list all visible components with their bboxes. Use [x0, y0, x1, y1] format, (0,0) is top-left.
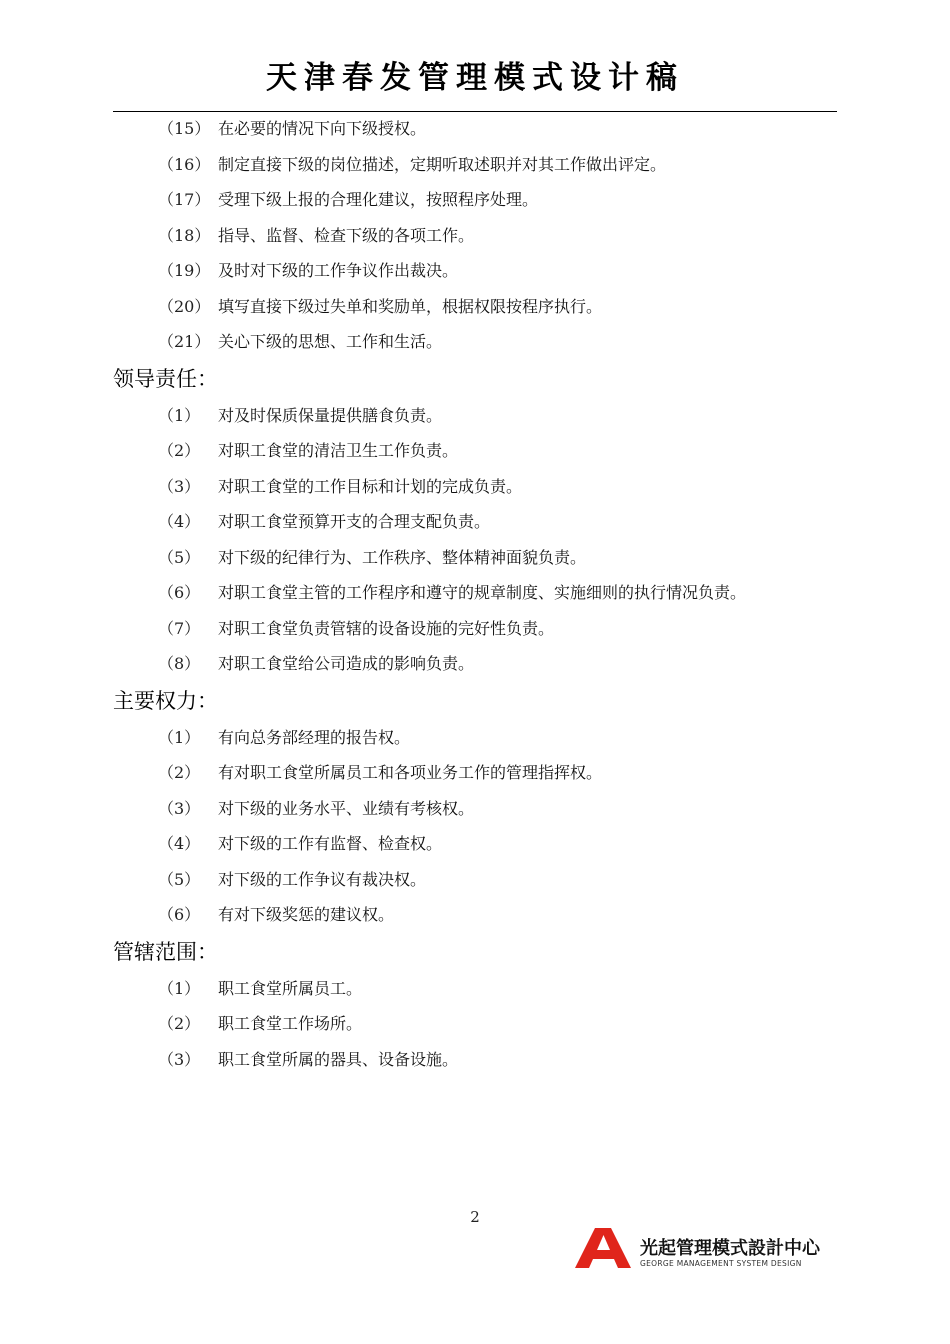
list-item: [113, 1042, 853, 1078]
item-number: （2）: [158, 1014, 201, 1033]
list-item: [113, 253, 853, 289]
list-item: [113, 862, 853, 898]
list-item: [113, 1006, 853, 1042]
page-title: 天津春发管理模式设计稿: [266, 60, 684, 96]
item-text: 对下级的工作有监督、检查权。: [218, 834, 443, 853]
item-number: （16）: [158, 154, 211, 174]
list-item: [113, 540, 853, 576]
list-item: [113, 575, 853, 611]
section-heading: 管辖范围：: [113, 939, 218, 964]
item-text: 对下级的工作争议有裁决权。: [218, 869, 427, 889]
item-text: 有对职工食堂所属员工和各项业务工作的管理指挥权。: [218, 763, 603, 782]
logo-subtitle: GEORGE MANAGEMENT SYSTEM DESIGN: [640, 1259, 802, 1268]
item-number: （1）: [158, 727, 201, 747]
list-item: [113, 111, 853, 147]
item-number: （18）: [158, 225, 211, 245]
list-item: [113, 971, 853, 1007]
list-item: [113, 433, 853, 469]
list-item: [113, 147, 853, 183]
company-logo: [573, 1226, 843, 1276]
item-text: 职工食堂所属的器具、设备设施。: [218, 1049, 459, 1069]
item-text: 职工食堂所属员工。: [218, 978, 363, 998]
item-text: 指导、监督、检查下级的各项工作。: [218, 225, 475, 245]
item-number: （3）: [158, 476, 201, 496]
item-text: 对职工食堂的清洁卫生工作负责。: [218, 441, 459, 460]
item-number: （2）: [158, 441, 201, 460]
list-item: [113, 182, 853, 218]
item-text: 在必要的情况下向下级授权。: [218, 119, 427, 138]
item-text: 对职工食堂预算开支的合理支配负责。: [218, 512, 491, 531]
list-item: [113, 755, 853, 791]
item-text: 对及时保质保量提供膳食负责。: [218, 405, 443, 425]
item-text: 有向总务部经理的报告权。: [218, 727, 411, 747]
item-number: （1）: [158, 978, 201, 998]
section-heading: 领导责任：: [113, 366, 218, 391]
item-text: 对职工食堂主管的工作程序和遵守的规章制度、实施细则的执行情况负责。: [218, 583, 747, 602]
item-text: 对职工食堂的工作目标和计划的完成负责。: [218, 476, 523, 496]
list-item: [113, 791, 853, 827]
item-number: （3）: [158, 1049, 201, 1069]
list-item: [113, 398, 853, 434]
item-number: （6）: [158, 583, 201, 602]
item-text: 对下级的业务水平、业绩有考核权。: [218, 798, 475, 818]
item-text: 对职工食堂给公司造成的影响负责。: [218, 654, 475, 673]
item-number: （4）: [158, 512, 201, 531]
item-number: （20）: [158, 296, 211, 316]
item-text: 对下级的纪律行为、工作秩序、整体精神面貌负责。: [218, 547, 587, 567]
item-number: （5）: [158, 869, 201, 889]
list-item: [113, 504, 853, 540]
item-number: （19）: [158, 261, 211, 280]
page-number: 2: [470, 1208, 480, 1226]
item-text: 职工食堂工作场所。: [218, 1014, 363, 1033]
list-item: [113, 897, 853, 933]
item-text: 关心下级的思想、工作和生活。: [218, 332, 443, 351]
item-text: 及时对下级的工作争议作出裁决。: [218, 261, 459, 280]
document-body: [113, 111, 853, 1077]
list-item: [113, 826, 853, 862]
logo-name: 光起管理模式設計中心: [640, 1238, 820, 1259]
section-heading: 主要权力：: [113, 688, 218, 713]
item-text: 有对下级奖惩的建议权。: [218, 905, 395, 924]
item-text: 制定直接下级的岗位描述，定期听取述职并对其工作做出评定。: [218, 154, 667, 174]
list-item: [113, 646, 853, 682]
list-item: [113, 324, 853, 360]
item-number: （8）: [158, 654, 201, 673]
item-number: （4）: [158, 834, 201, 853]
item-number: （1）: [158, 405, 201, 425]
item-number: （2）: [158, 763, 201, 782]
item-number: （21）: [158, 332, 211, 351]
item-number: （6）: [158, 905, 201, 924]
item-text: 填写直接下级过失单和奖励单，根据权限按程序执行。: [218, 296, 603, 316]
list-item: [113, 469, 853, 505]
item-text: 受理下级上报的合理化建议，按照程序处理。: [218, 190, 539, 209]
item-number: （15）: [158, 119, 211, 138]
list-item: [113, 720, 853, 756]
item-number: （5）: [158, 547, 201, 567]
item-text: 对职工食堂负责管辖的设备设施的完好性负责。: [218, 618, 555, 638]
list-item: [113, 218, 853, 254]
list-item: [113, 289, 853, 325]
item-number: （17）: [158, 190, 211, 209]
item-number: （7）: [158, 618, 201, 638]
item-number: （3）: [158, 798, 201, 818]
list-item: [113, 611, 853, 647]
logo-a-mark-icon: [573, 1226, 633, 1270]
